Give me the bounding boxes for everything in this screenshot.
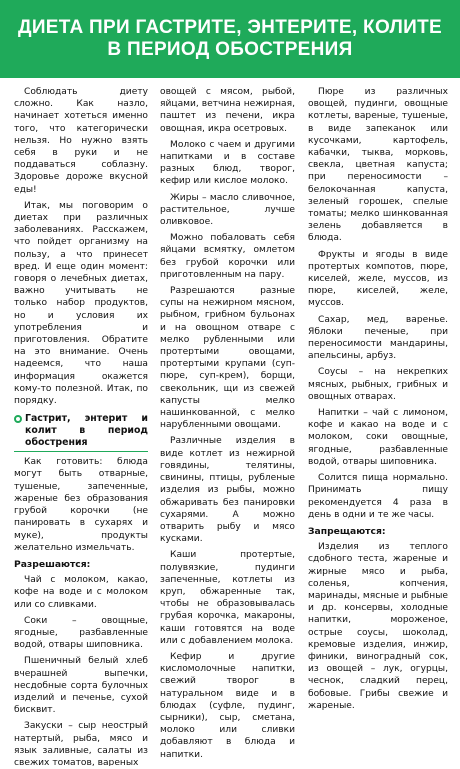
paragraph: Фрукты и ягоды в виде протертых компотов, пюре, киселей, желе, муссов, из пюре, киселей, желе, муссов. (308, 249, 448, 309)
ring-icon (14, 415, 22, 423)
allowed-paragraph: Соки – овощные, ягодные, разбавленные водой, отвары шиповника. (14, 615, 148, 651)
column-2 (160, 86, 295, 766)
column-1 (14, 86, 148, 766)
allowed-heading: Разрешаются: (14, 558, 91, 570)
paragraph: Соусы – на некрепких мясных, рыбных, грибных и овощных отварах. (308, 367, 448, 402)
header-banner (0, 0, 460, 78)
paragraph: Молоко с чаем и другими напитками и в составе разных блюд, творог, кефир или кислое молоко. (160, 139, 295, 187)
section-heading (14, 413, 148, 452)
paragraph: Различные изделия в виде котлет из нежирной говядины, телятины, свинины, птицы, рубленые изделия из рыбы, можно обжаривать без панировки сухарями. А можно отварить рыбу и мясо кусками. (160, 436, 295, 545)
paragraph: Сахар, мед, варенье. Яблоки печеные, при переносимости мандарины, апельсины, арбуз. (308, 314, 448, 362)
forbidden-heading: Запрещаются: (308, 525, 386, 537)
cooking-paragraph: Как готовить: блюда могут быть отварные, тушеные, запеченные, жареные без образования грубой корочки (не панировать в сухарях и муке), продукты желательно измельчать. (14, 457, 148, 553)
section-title: Гастрит, энтерит и колит в период обострения (25, 413, 148, 449)
intro-paragraph: Итак, мы поговорим о диетах при различных заболеваниях. Расскажем, что пойдет организму на пользу, а что принесет вред. И еще один момент: говоря о лечебных диетах, важно учитывать не только набор продуктов, но и условия их употребления и приготовления. Обратите на это внимание. Очень надеемся, что наша информация окажется кому-то полезной. Итак, по порядку. (14, 200, 148, 407)
paragraph: Напитки – чай с лимоном, кофе и какао на воде и с молоком, соки овощные, ягодные, разбавленные водой, отвары шиповника. (308, 408, 448, 467)
paragraph: Каши протертые, полувязкие, пудинги запеченные, котлеты из круп, обжаренные так, чтобы не образовывалась грубая корочка, макароны, каши готовятся на воде или с добавлением молока. (160, 550, 295, 646)
allowed-paragraph: Чай с молоком, какао, кофе на воде и с молоком или со сливками. (14, 575, 148, 610)
intro-paragraph: Соблюдать диету сложно. Как назло, начинает хотеться именно того, что категорически нельзя. Но нужно взять себя в руки и не поддаваться соблазну. Здоровье дороже вкусной еды! (14, 87, 148, 195)
paragraph: Разрешаются разные супы на нежирном мясном, рыбном, грибном бульонах и на овощном отваре с мелко рубленными или протертыми овощами, протертыми крупами (суп-пюре, суп-крем), борщи, свекольник, щи из свежей капусты мелко нашинкованной, с мелко нарубленными овощами. (160, 286, 295, 431)
paragraph: Кефир и другие кисломолочные напитки, свежий творог в натуральном виде и в блюдах (суфле, пудинг, сырники), сыр, сметана, молоко или сливки добавляют в блюда и напитки. (160, 651, 295, 760)
paragraph: Пюре из различных овощей, пудинги, овощные котлеты, вареные, тушеные, в виде запеканок или кусочками, картофель, кабачки, тыква, морковь, свекла, цветная капуста; при переносимости – белокочанная капуста, зеленый горошек, спелые томаты; мелко шинкованная зелень добавляется в блюда. (308, 87, 448, 244)
paragraph: овощей с мясом, рыбой, яйцами, ветчина нежирная, паштет из печени, икра овощная, икра осетровых. (160, 87, 295, 134)
allowed-paragraph: Пшеничный белый хлеб вчерашней выпечки, несдобные сорта булочных изделий и печенье, сухой бисквит. (14, 656, 148, 716)
page-title: ДИЕТА ПРИ ГАСТРИТЕ, ЭНТЕРИТЕ, КОЛИТЕ В ПЕРИОД ОБОСТРЕНИЯ (17, 17, 443, 60)
allowed-paragraph: Закуски – сыр неострый натертый, рыба, мясо и язык заливные, салаты из свежих томатов, вареных (14, 721, 148, 766)
forbidden-paragraph: Изделия из теплого сдобного теста, жареные и жирные мясо и рыба, соленья, копчения, маринады, мясные и рыбные и др. консервы, холодные напитки, мороженое, острые соусы, шоколад, кремовые изделия, инжир, финики, виноградный сок, из овощей – лук, огурцы, чеснок, сладкий перец, бобовые. Грибы свежие и жареные. (308, 542, 448, 711)
column-3 (308, 86, 448, 766)
paragraph: Можно побаловать себя яйцами всмятку, омлетом без грубой корочки или приготовленным на пару. (160, 233, 295, 280)
paragraph: Жиры – масло сливочное, растительное, лучше оливковое. (160, 192, 295, 228)
paragraph: Солится пища нормально. Принимать пищу рекомендуется 4 раза в день в одни и те же часы. (308, 473, 448, 520)
